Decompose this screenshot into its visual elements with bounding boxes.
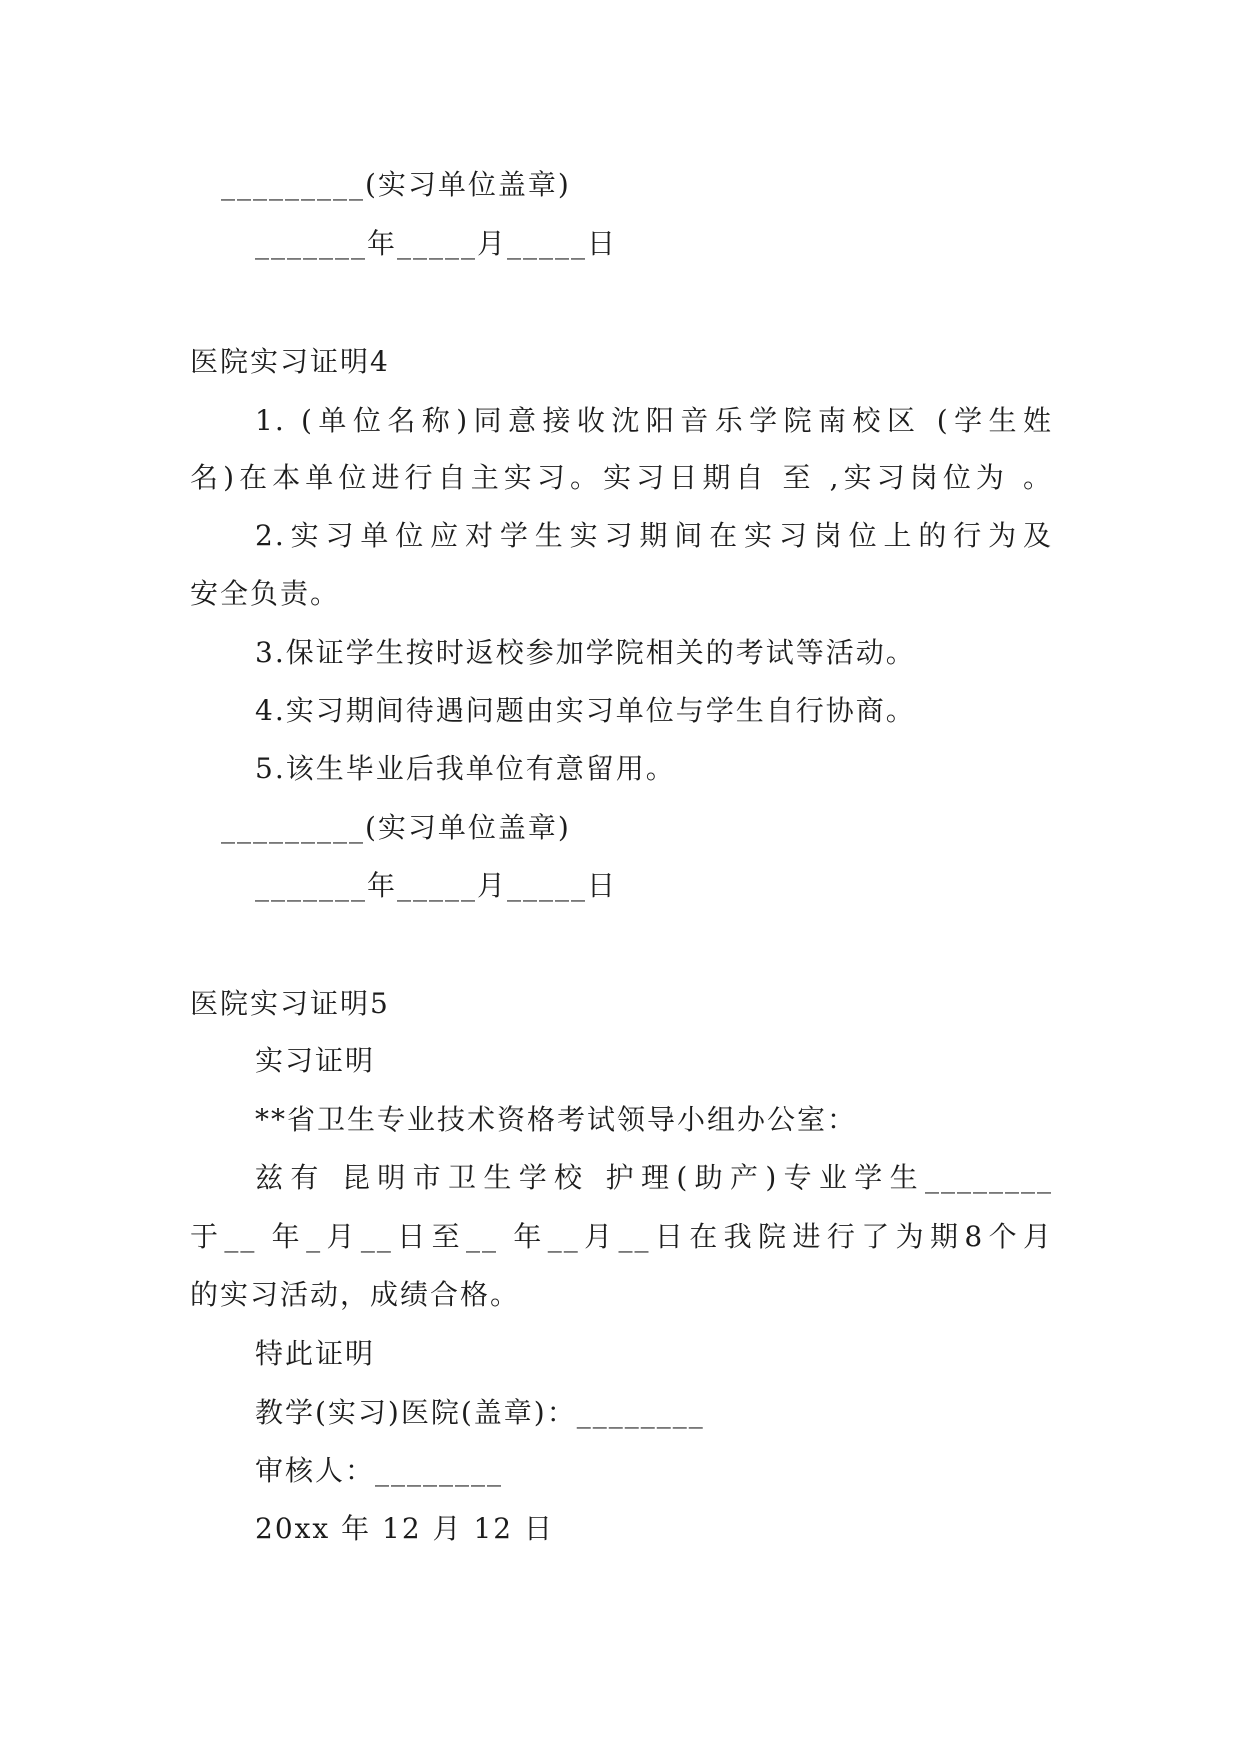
date-line: _______年_____月_____日 — [255, 227, 618, 260]
hospital-seal-line: 教学(实习)医院(盖章)：________ — [255, 1396, 705, 1429]
paragraph-line: 名)在本单位进行自主实习。实习日期自 至 ,实习岗位为 。 — [190, 461, 1053, 494]
date-line: _______年_____月_____日 — [255, 869, 618, 902]
date-line: 20xx 年 12 月 12 日 — [255, 1512, 554, 1545]
seal-line: _________(实习单位盖章) — [221, 168, 571, 201]
paragraph-line: 3.保证学生按时返校参加学院相关的考试等活动。 — [255, 636, 916, 669]
body-line: 于__ 年_月__日至__ 年__月__日在我院进行了为期8个月 — [190, 1220, 1053, 1253]
addressee: **省卫生专业技术资格考试领导小组办公室： — [255, 1103, 858, 1136]
paragraph-line: 4.实习期间待遇问题由实习单位与学生自行协商。 — [255, 694, 916, 727]
reviewer-line: 审核人：________ — [255, 1454, 504, 1487]
paragraph-line: 1. (单位名称)同意接收沈阳音乐学院南校区 (学生姓 — [255, 404, 1053, 437]
paragraph-line: 5.该生毕业后我单位有意留用。 — [255, 752, 676, 785]
certificate-title: 实习证明 — [255, 1044, 376, 1077]
body-line: 兹有 昆明市卫生学校 护理(助产)专业学生________ — [255, 1161, 1053, 1194]
section-heading: 医院实习证明5 — [190, 987, 390, 1020]
body-line: 的实习活动，成绩合格。 — [190, 1278, 521, 1311]
closing-text: 特此证明 — [255, 1337, 376, 1370]
paragraph-line: 2.实习单位应对学生实习期间在实习岗位上的行为及 — [255, 519, 1053, 552]
seal-line: _________(实习单位盖章) — [221, 811, 571, 844]
paragraph-line: 安全负责。 — [190, 577, 341, 610]
section-heading: 医院实习证明4 — [190, 345, 390, 378]
